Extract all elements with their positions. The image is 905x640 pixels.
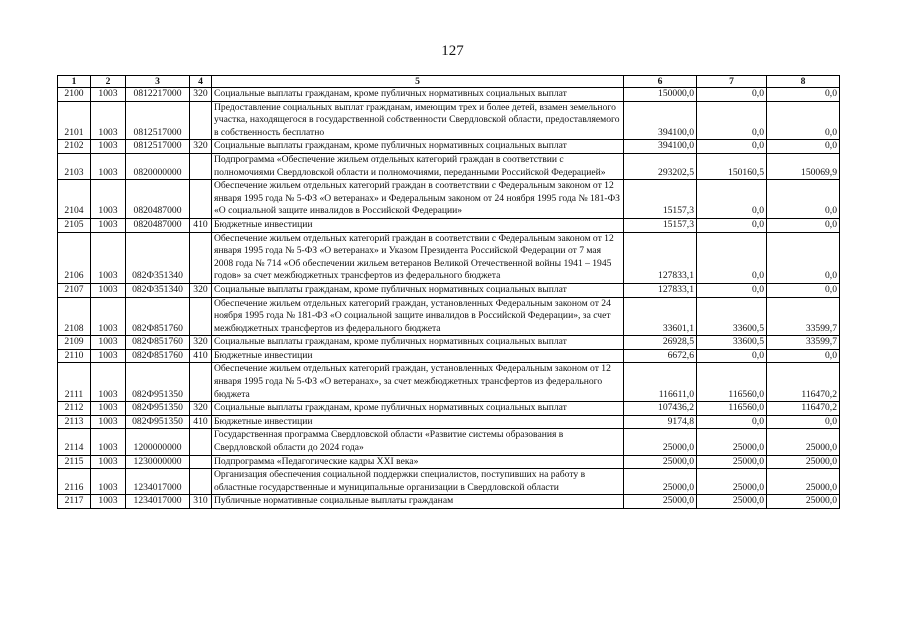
- table-row: [58, 363, 840, 402]
- section-code: 1003: [91, 455, 126, 469]
- item-name: Организация обеспечения социальной поддержки специалистов, поступивших на работу в областные государственные и муниципальные организации в Свердловской области: [212, 469, 624, 495]
- amount-col6: 150000,0: [624, 88, 697, 102]
- row-number: 2117: [58, 495, 91, 509]
- table-row: [58, 469, 840, 495]
- amount-col7: 33600,5: [697, 336, 767, 350]
- amount-col6: 9174,8: [624, 415, 697, 429]
- expense-type-code: 320: [190, 140, 212, 154]
- amount-col8: 25000,0: [767, 429, 840, 455]
- target-article-code: 0812217000: [126, 88, 190, 102]
- amount-col6: 25000,0: [624, 455, 697, 469]
- item-name: Бюджетные инвестиции: [212, 415, 624, 429]
- row-number: 2101: [58, 101, 91, 140]
- page-number: 127: [441, 43, 464, 59]
- section-code: 1003: [91, 495, 126, 509]
- expense-type-code: 320: [190, 336, 212, 350]
- amount-col7: 150160,5: [697, 153, 767, 179]
- table-row: [58, 429, 840, 455]
- target-article-code: 1200000000: [126, 429, 190, 455]
- column-header: 4: [190, 76, 212, 88]
- amount-col6: 116611,0: [624, 363, 697, 402]
- expense-type-code: 320: [190, 88, 212, 102]
- item-name: Обеспечение жильем отдельных категорий граждан, установленных Федеральным законом от 24 ноября 1995 года № 181-ФЗ «О социальной защите инвалидов в Российской Федерации», за счет межбюджетных трансфертов из федерального бюджета: [212, 297, 624, 336]
- section-code: 1003: [91, 336, 126, 350]
- amount-col6: 25000,0: [624, 469, 697, 495]
- target-article-code: 1230000000: [126, 455, 190, 469]
- row-number: 2105: [58, 218, 91, 232]
- section-code: 1003: [91, 180, 126, 219]
- section-code: 1003: [91, 218, 126, 232]
- item-name: Предоставление социальных выплат гражданам, имеющим трех и более детей, взамен земельного участка, находящегося в государственной собственности Свердловской области, предоставляемого в собственность бесплатно: [212, 101, 624, 140]
- section-code: 1003: [91, 283, 126, 297]
- target-article-code: 0820487000: [126, 218, 190, 232]
- row-number: 2103: [58, 153, 91, 179]
- target-article-code: 0820487000: [126, 180, 190, 219]
- amount-col8: 150069,9: [767, 153, 840, 179]
- section-code: 1003: [91, 153, 126, 179]
- amount-col7: 25000,0: [697, 455, 767, 469]
- table-row: [58, 495, 840, 509]
- table-row: [58, 180, 840, 219]
- amount-col6: 107436,2: [624, 402, 697, 416]
- item-name: Обеспечение жильем отдельных категорий граждан в соответствии с Федеральным законом от 12 января 1995 года № 5-ФЗ «О ветеранах» и Федеральным законом от 24 ноября 1995 года № 181-ФЗ «О социальной защите инвалидов в Российской Федерации»: [212, 180, 624, 219]
- item-name: Социальные выплаты гражданам, кроме публичных нормативных социальных выплат: [212, 88, 624, 102]
- amount-col7: 0,0: [697, 88, 767, 102]
- amount-col6: 394100,0: [624, 140, 697, 154]
- column-header: 8: [767, 76, 840, 88]
- amount-col8: 0,0: [767, 140, 840, 154]
- row-number: 2113: [58, 415, 91, 429]
- table-row: [58, 415, 840, 429]
- amount-col6: 15157,3: [624, 180, 697, 219]
- amount-col8: 25000,0: [767, 469, 840, 495]
- header-row: [58, 76, 840, 88]
- column-header: 2: [91, 76, 126, 88]
- amount-col7: 0,0: [697, 180, 767, 219]
- item-name: Бюджетные инвестиции: [212, 218, 624, 232]
- item-name: Социальные выплаты гражданам, кроме публичных нормативных социальных выплат: [212, 140, 624, 154]
- target-article-code: 082Ф851760: [126, 336, 190, 350]
- section-code: 1003: [91, 402, 126, 416]
- target-article-code: 082Ф951350: [126, 363, 190, 402]
- expense-type-code: [190, 153, 212, 179]
- amount-col6: 26928,5: [624, 336, 697, 350]
- amount-col6: 127833,1: [624, 283, 697, 297]
- amount-col8: 116470,2: [767, 402, 840, 416]
- table-row: [58, 297, 840, 336]
- amount-col6: 25000,0: [624, 429, 697, 455]
- amount-col7: 0,0: [697, 415, 767, 429]
- table-row: [58, 153, 840, 179]
- target-article-code: 0812517000: [126, 101, 190, 140]
- table-row: [58, 283, 840, 297]
- item-name: Государственная программа Свердловской области «Развитие системы образования в Свердловской области до 2024 года»: [212, 429, 624, 455]
- target-article-code: 082Ф351340: [126, 283, 190, 297]
- expense-type-code: [190, 180, 212, 219]
- amount-col6: 394100,0: [624, 101, 697, 140]
- amount-col8: 33599,7: [767, 297, 840, 336]
- section-code: 1003: [91, 415, 126, 429]
- expense-type-code: [190, 297, 212, 336]
- target-article-code: 082Ф951350: [126, 402, 190, 416]
- amount-col7: 116560,0: [697, 402, 767, 416]
- amount-col7: 0,0: [697, 140, 767, 154]
- item-name: Обеспечение жильем отдельных категорий граждан в соответствии с Федеральным законом от 12 января 1995 года № 5-ФЗ «О ветеранах» и Указом Президента Российской Федерации от 7 мая 2008 года № 714 «Об обеспечении жильем ветеранов Великой Отечественной войны 1941 – 1945 годов» за счет межбюджетных трансфертов из федерального бюджета: [212, 232, 624, 283]
- item-name: Бюджетные инвестиции: [212, 349, 624, 363]
- amount-col6: 15157,3: [624, 218, 697, 232]
- amount-col8: 0,0: [767, 180, 840, 219]
- target-article-code: 082Ф851760: [126, 349, 190, 363]
- amount-col8: 0,0: [767, 349, 840, 363]
- section-code: 1003: [91, 297, 126, 336]
- expense-type-code: 410: [190, 349, 212, 363]
- row-number: 2107: [58, 283, 91, 297]
- section-code: 1003: [91, 429, 126, 455]
- target-article-code: 082Ф951350: [126, 415, 190, 429]
- column-header: 3: [126, 76, 190, 88]
- amount-col7: 0,0: [697, 349, 767, 363]
- table-row: [58, 140, 840, 154]
- amount-col6: 293202,5: [624, 153, 697, 179]
- amount-col8: 0,0: [767, 88, 840, 102]
- row-number: 2116: [58, 469, 91, 495]
- table-row: [58, 232, 840, 283]
- table-row: [58, 349, 840, 363]
- expense-type-code: [190, 101, 212, 140]
- column-header: 7: [697, 76, 767, 88]
- row-number: 2106: [58, 232, 91, 283]
- row-number: 2114: [58, 429, 91, 455]
- row-number: 2112: [58, 402, 91, 416]
- amount-col7: 0,0: [697, 232, 767, 283]
- target-article-code: 0820000000: [126, 153, 190, 179]
- amount-col8: 33599,7: [767, 336, 840, 350]
- amount-col8: 116470,2: [767, 363, 840, 402]
- target-article-code: 1234017000: [126, 495, 190, 509]
- amount-col6: 25000,0: [624, 495, 697, 509]
- amount-col8: 25000,0: [767, 495, 840, 509]
- expense-type-code: 320: [190, 283, 212, 297]
- section-code: 1003: [91, 469, 126, 495]
- row-number: 2100: [58, 88, 91, 102]
- budget-table: [57, 75, 840, 509]
- target-article-code: 0812517000: [126, 140, 190, 154]
- expense-type-code: [190, 363, 212, 402]
- expense-type-code: 310: [190, 495, 212, 509]
- row-number: 2104: [58, 180, 91, 219]
- table-row: [58, 402, 840, 416]
- column-header: 5: [212, 76, 624, 88]
- item-name: Обеспечение жильем отдельных категорий граждан, установленных Федеральным законом от 12 января 1995 года № 5-ФЗ «О ветеранах», за счет межбюджетных трансфертов из федерального бюджета: [212, 363, 624, 402]
- row-number: 2110: [58, 349, 91, 363]
- amount-col7: 0,0: [697, 283, 767, 297]
- amount-col8: 0,0: [767, 232, 840, 283]
- expense-type-code: 410: [190, 218, 212, 232]
- target-article-code: 1234017000: [126, 469, 190, 495]
- table-row: [58, 88, 840, 102]
- table-body: [58, 88, 840, 509]
- amount-col8: 25000,0: [767, 455, 840, 469]
- column-header: 1: [58, 76, 91, 88]
- section-code: 1003: [91, 140, 126, 154]
- expense-type-code: [190, 455, 212, 469]
- row-number: 2108: [58, 297, 91, 336]
- amount-col8: 0,0: [767, 415, 840, 429]
- section-code: 1003: [91, 101, 126, 140]
- table-row: [58, 336, 840, 350]
- amount-col7: 116560,0: [697, 363, 767, 402]
- amount-col7: 25000,0: [697, 429, 767, 455]
- section-code: 1003: [91, 363, 126, 402]
- item-name: Социальные выплаты гражданам, кроме публичных нормативных социальных выплат: [212, 336, 624, 350]
- target-article-code: 082Ф351340: [126, 232, 190, 283]
- amount-col7: 0,0: [697, 101, 767, 140]
- section-code: 1003: [91, 88, 126, 102]
- row-number: 2111: [58, 363, 91, 402]
- table-row: [58, 101, 840, 140]
- section-code: 1003: [91, 349, 126, 363]
- section-code: 1003: [91, 232, 126, 283]
- amount-col7: 33600,5: [697, 297, 767, 336]
- amount-col6: 127833,1: [624, 232, 697, 283]
- row-number: 2102: [58, 140, 91, 154]
- amount-col8: 0,0: [767, 101, 840, 140]
- amount-col8: 0,0: [767, 283, 840, 297]
- table-row: [58, 218, 840, 232]
- amount-col8: 0,0: [767, 218, 840, 232]
- target-article-code: 082Ф851760: [126, 297, 190, 336]
- amount-col7: 0,0: [697, 218, 767, 232]
- expense-type-code: [190, 232, 212, 283]
- item-name: Подпрограмма «Обеспечение жильем отдельных категорий граждан в соответствии с полномочиями Свердловской области и полномочиями, переданными Российской Федерацией»: [212, 153, 624, 179]
- amount-col6: 6672,6: [624, 349, 697, 363]
- row-number: 2115: [58, 455, 91, 469]
- amount-col7: 25000,0: [697, 469, 767, 495]
- expense-type-code: [190, 429, 212, 455]
- item-name: Социальные выплаты гражданам, кроме публичных нормативных социальных выплат: [212, 283, 624, 297]
- item-name: Публичные нормативные социальные выплаты гражданам: [212, 495, 624, 509]
- expense-type-code: [190, 469, 212, 495]
- column-header: 6: [624, 76, 697, 88]
- item-name: Подпрограмма «Педагогические кадры XXI века»: [212, 455, 624, 469]
- amount-col6: 33601,1: [624, 297, 697, 336]
- expense-type-code: 320: [190, 402, 212, 416]
- row-number: 2109: [58, 336, 91, 350]
- expense-type-code: 410: [190, 415, 212, 429]
- item-name: Социальные выплаты гражданам, кроме публичных нормативных социальных выплат: [212, 402, 624, 416]
- table-row: [58, 455, 840, 469]
- amount-col7: 25000,0: [697, 495, 767, 509]
